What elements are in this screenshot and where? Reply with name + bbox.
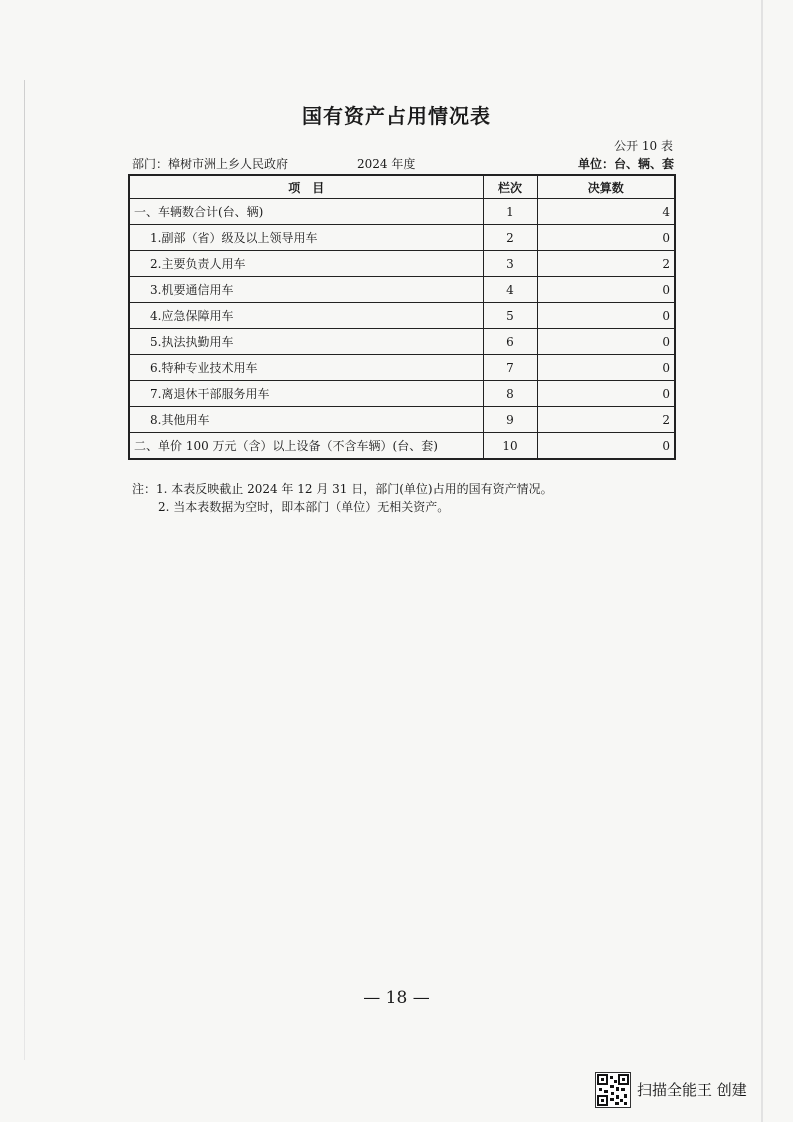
row-value: 2 bbox=[537, 407, 675, 433]
row-item: 2.主要负责人用车 bbox=[129, 251, 483, 277]
table-row bbox=[129, 407, 675, 433]
header-index: 栏次 bbox=[483, 175, 537, 199]
meta-row bbox=[132, 155, 674, 173]
header-value: 决算数 bbox=[537, 175, 675, 199]
form-code: 公开 10 表 bbox=[614, 139, 673, 153]
table-notes bbox=[132, 480, 553, 516]
row-value: 0 bbox=[537, 433, 675, 460]
row-index: 2 bbox=[483, 225, 537, 251]
table-row bbox=[129, 199, 675, 225]
row-index: 6 bbox=[483, 329, 537, 355]
watermark-text: 扫描全能王 创建 bbox=[637, 1081, 747, 1099]
row-index: 9 bbox=[483, 407, 537, 433]
table-header-row bbox=[129, 175, 675, 199]
row-item: 1.副部（省）级及以上领导用车 bbox=[129, 225, 483, 251]
row-item: 6.特种专业技术用车 bbox=[129, 355, 483, 381]
row-item: 5.执法执勤用车 bbox=[129, 329, 483, 355]
qr-code-icon bbox=[595, 1072, 631, 1108]
row-value: 4 bbox=[537, 199, 675, 225]
row-index: 8 bbox=[483, 381, 537, 407]
row-index: 10 bbox=[483, 433, 537, 460]
row-item: 二、单价 100 万元（含）以上设备（不含车辆）(台、套) bbox=[129, 433, 483, 460]
row-item: 一、车辆数合计(台、辆) bbox=[129, 199, 483, 225]
row-index: 7 bbox=[483, 355, 537, 381]
row-value: 0 bbox=[537, 303, 675, 329]
page-edge bbox=[24, 80, 25, 1060]
row-index: 1 bbox=[483, 199, 537, 225]
table-row bbox=[129, 277, 675, 303]
row-item: 3.机要通信用车 bbox=[129, 277, 483, 303]
header-item: 项 目 bbox=[129, 175, 483, 199]
asset-table bbox=[128, 174, 676, 460]
row-value: 0 bbox=[537, 381, 675, 407]
page-title: 国有资产占用情况表 bbox=[302, 104, 491, 128]
table-row bbox=[129, 225, 675, 251]
row-value: 0 bbox=[537, 277, 675, 303]
table-row bbox=[129, 329, 675, 355]
row-value: 0 bbox=[537, 225, 675, 251]
row-item: 4.应急保障用车 bbox=[129, 303, 483, 329]
note-1: 注：1. 本表反映截止 2024 年 12 月 31 日，部门(单位)占用的国有资产情况。 bbox=[132, 482, 553, 496]
note-2: 2. 当本表数据为空时，即本部门（单位）无相关资产。 bbox=[158, 500, 450, 514]
table-row bbox=[129, 251, 675, 277]
table-row bbox=[129, 303, 675, 329]
row-value: 2 bbox=[537, 251, 675, 277]
table-row bbox=[129, 381, 675, 407]
department-label: 部门：樟树市洲上乡人民政府 bbox=[132, 157, 289, 171]
unit-label: 单位：台、辆、套 bbox=[577, 157, 674, 171]
row-value: 0 bbox=[537, 355, 675, 381]
row-index: 3 bbox=[483, 251, 537, 277]
scanner-watermark bbox=[595, 1072, 775, 1110]
row-value: 0 bbox=[537, 329, 675, 355]
row-index: 5 bbox=[483, 303, 537, 329]
page-number: — 18 — bbox=[363, 988, 430, 1008]
row-item: 8.其他用车 bbox=[129, 407, 483, 433]
page-edge bbox=[761, 0, 763, 1122]
table-row bbox=[129, 355, 675, 381]
table-row bbox=[129, 433, 675, 460]
row-index: 4 bbox=[483, 277, 537, 303]
fiscal-year: 2024 年度 bbox=[357, 157, 416, 171]
row-item: 7.离退休干部服务用车 bbox=[129, 381, 483, 407]
